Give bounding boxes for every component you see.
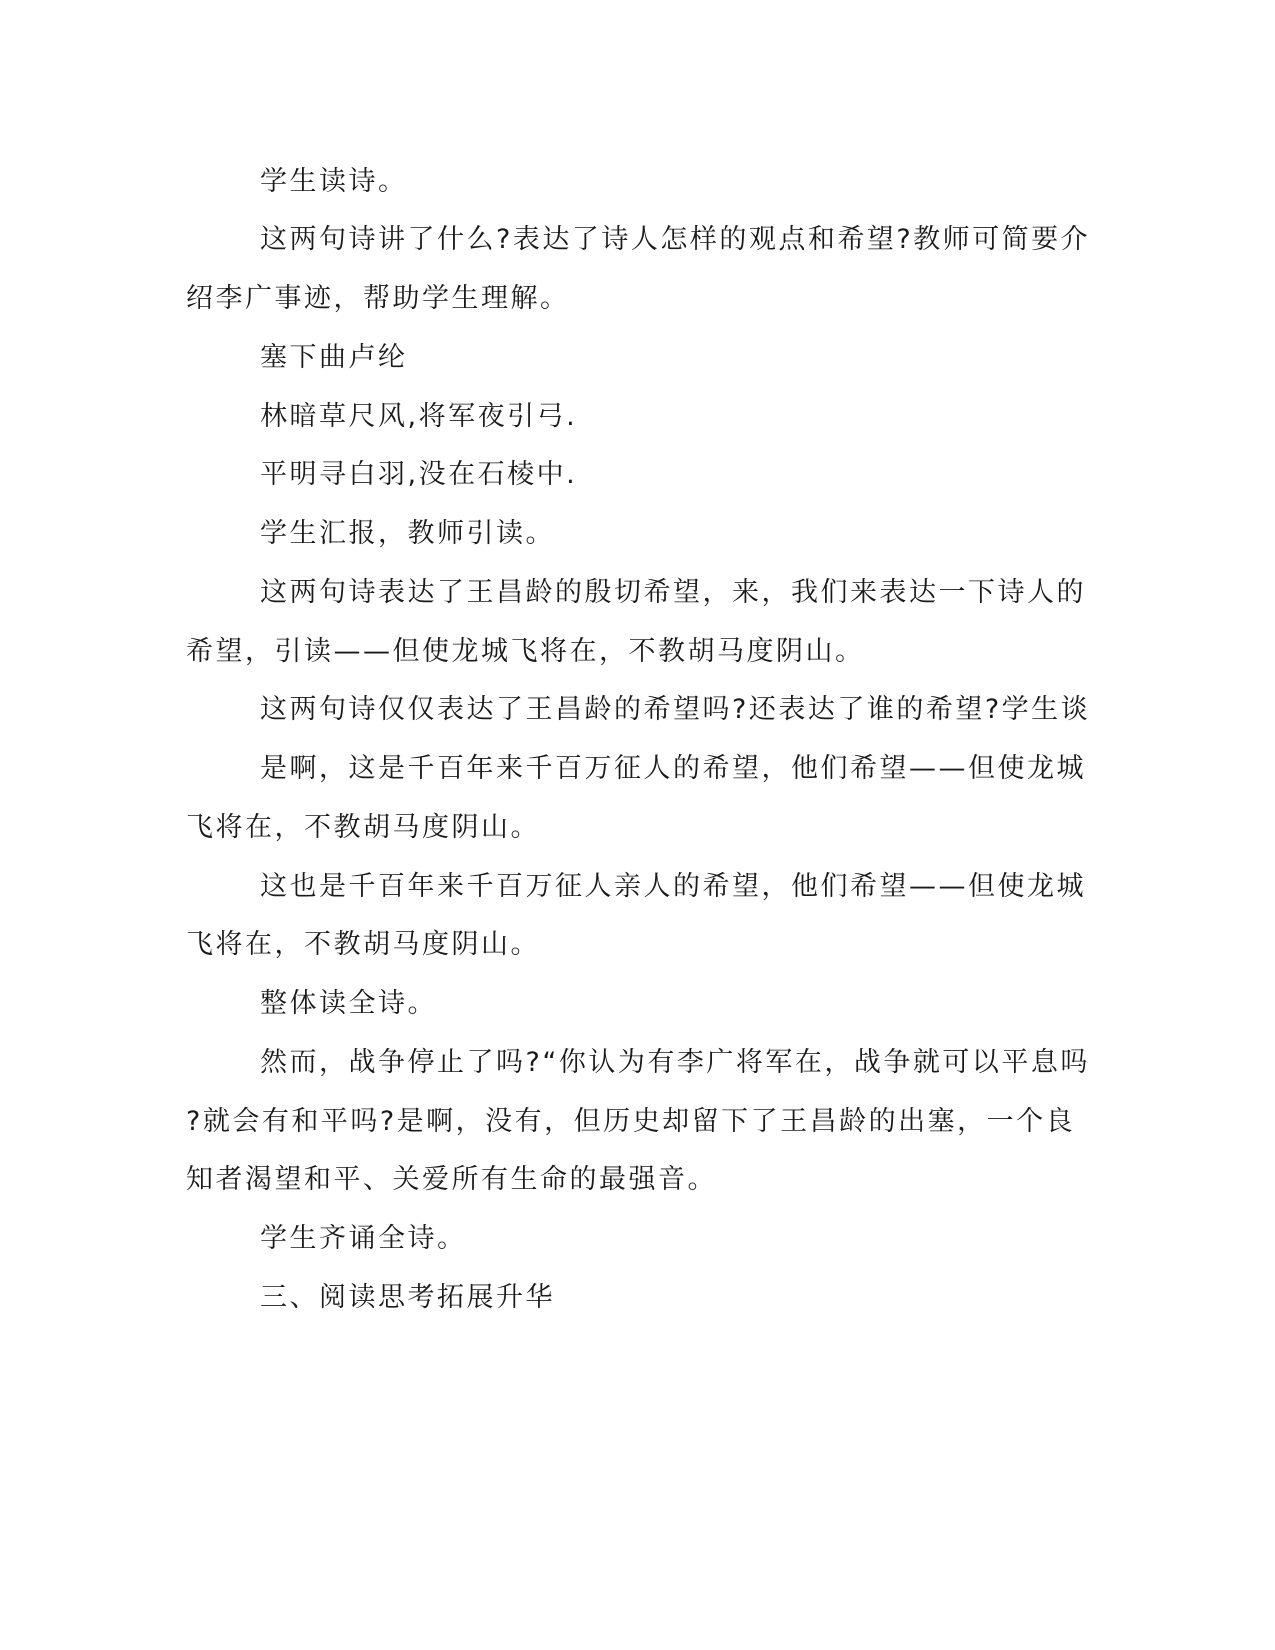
poem-line: 平明寻白羽,没在石棱中.	[260, 459, 578, 490]
paragraph-line: 这两句诗讲了什么?表达了诗人怎样的观点和希望?教师可简要介	[260, 224, 1091, 255]
paragraph-line: 飞将在，不教胡马度阴山。	[186, 929, 540, 960]
paragraph-line: 学生读诗。	[260, 166, 408, 197]
paragraph-line: ?就会有和平吗?是啊，没有，但历史却留下了王昌龄的出塞，一个良	[186, 1106, 1076, 1137]
paragraph-line: 学生齐诵全诗。	[260, 1223, 467, 1254]
paragraph-line: 这也是千百年来千百万征人亲人的希望，他们希望——但使龙城	[260, 871, 1086, 902]
poem-line: 林暗草尺风,将军夜引弓.	[260, 401, 578, 432]
paragraph-line: 然而，战争停止了吗?“你认为有李广将军在，战争就可以平息吗	[260, 1047, 1090, 1078]
paragraph-line: 这两句诗仅仅表达了王昌龄的希望吗?还表达了谁的希望?学生谈	[260, 694, 1091, 725]
section-heading: 三、阅读思考拓展升华	[260, 1282, 555, 1313]
paragraph-line: 知者渴望和平、关爱所有生命的最强音。	[186, 1164, 717, 1195]
paragraph-line: 希望，引读——但使龙城飞将在，不教胡马度阴山。	[186, 636, 865, 667]
paragraph-line: 整体读全诗。	[260, 988, 437, 1019]
paragraph-line: 这两句诗表达了王昌龄的殷切希望，来，我们来表达一下诗人的	[260, 577, 1086, 608]
poem-title: 塞下曲卢纶	[260, 342, 408, 373]
paragraph-line: 绍李广事迹，帮助学生理解。	[186, 283, 570, 314]
paragraph-line: 是啊，这是千百年来千百万征人的希望，他们希望——但使龙城	[260, 753, 1086, 784]
paragraph-line: 飞将在，不教胡马度阴山。	[186, 812, 540, 843]
paragraph-line: 学生汇报，教师引读。	[260, 518, 555, 549]
